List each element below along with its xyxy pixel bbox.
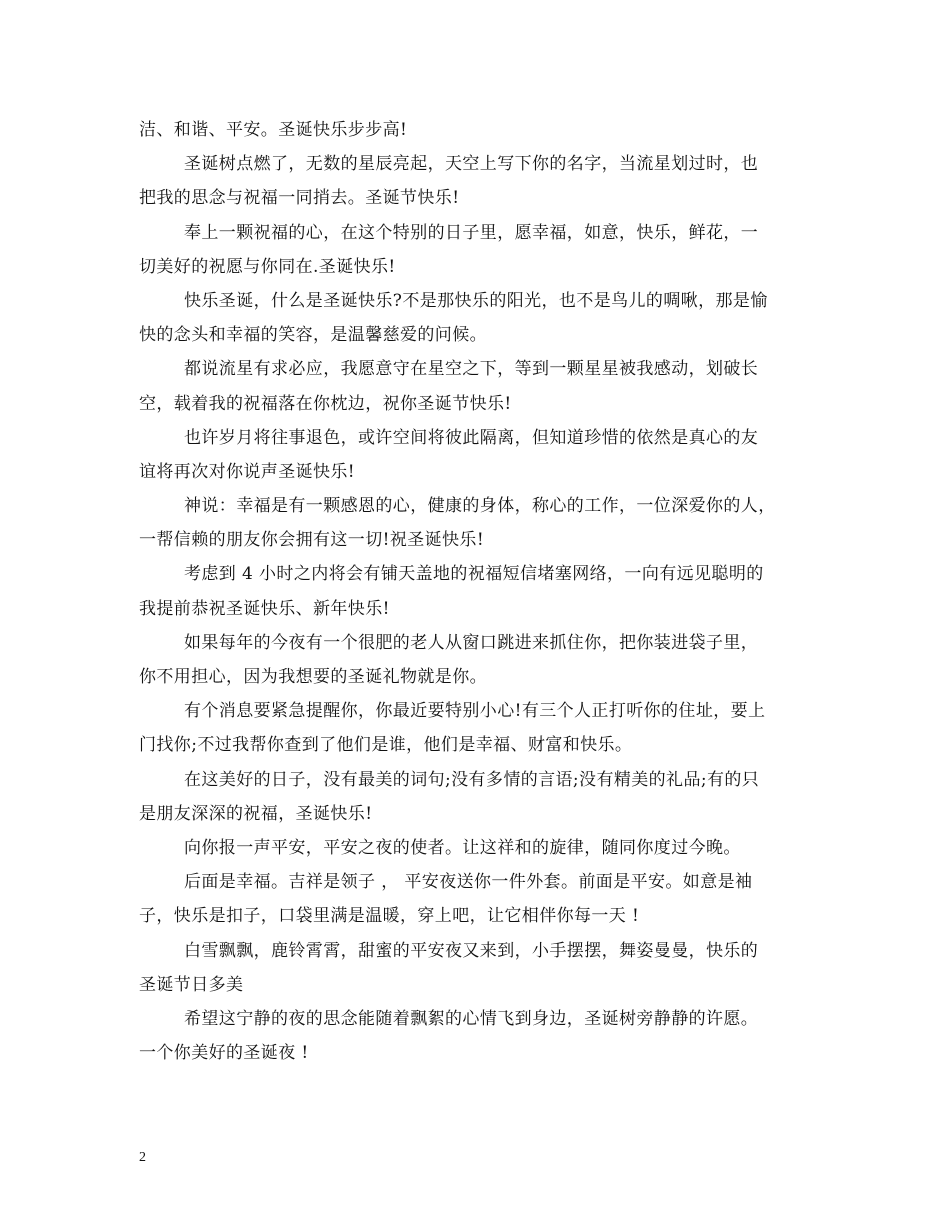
- text-line: 把我的思念与祝福一同捎去。圣诞节快乐!: [139, 188, 460, 209]
- text-line: 圣诞节日多美: [139, 974, 244, 995]
- text-line: 一个你美好的圣诞夜 !: [139, 1043, 309, 1064]
- text-line: 奉上一颗祝福的心，在这个特别的日子里，愿幸福，如意，快乐，鲜花，一: [184, 222, 759, 243]
- text-line: 空，载着我的祝福落在你枕边，祝你圣诞节快乐!: [139, 393, 512, 414]
- text-line: 考虑到 4 小时之内将会有铺天盖地的祝福短信堵塞网络，一向有远见聪明的: [184, 564, 764, 585]
- text-line: 是朋友深深的祝福，圣诞快乐!: [139, 803, 373, 824]
- document-body: [139, 113, 821, 1070]
- text-line: 如果每年的今夜有一个很肥的老人从窗口跳进来抓住你，把你装进袋子里，: [184, 632, 759, 653]
- page-number: 2: [139, 1150, 146, 1165]
- text-line: 洁、和谐、平安。圣诞快乐步步高!: [139, 120, 408, 140]
- text-line: 快乐圣诞，什么是圣诞快乐?不是那快乐的阳光，也不是鸟儿的啁啾，那是愉: [184, 290, 768, 311]
- text-line: 向你报一声平安，平安之夜的使者。让这祥和的旋律，随同你度过今晚。: [184, 837, 741, 858]
- text-line: 切美好的祝愿与你同在.圣诞快乐!: [139, 256, 396, 277]
- text-line: 你不用担心，因为我想要的圣诞礼物就是你。: [139, 667, 487, 687]
- text-line: 白雪飘飘，鹿铃霄霄，甜蜜的平安夜又来到，小手摆摆，舞姿曼曼，快乐的: [184, 940, 759, 961]
- text-line: 希望这宁静的夜的思念能随着飘絮的心情飞到身边，圣诞树旁静静的许愿。: [184, 1008, 759, 1029]
- text-line: 圣诞树点燃了，无数的星辰亮起，天空上写下你的名字，当流星划过时，也: [184, 154, 759, 175]
- text-line: 一帮信赖的朋友你会拥有这一切!祝圣诞快乐!: [139, 530, 485, 551]
- text-line: 我提前恭祝圣诞快乐、新年快乐!: [139, 598, 390, 619]
- text-line: 谊将再次对你说声圣诞快乐!: [139, 461, 356, 482]
- text-line: 子，快乐是扣子，口袋里满是温暖，穿上吧，让它相伴你每一天 !: [139, 906, 640, 927]
- text-line: 也许岁月将往事退色，或许空间将彼此隔离，但知道珍惜的依然是真心的友: [184, 427, 759, 448]
- text-line: 门找你;不过我帮你查到了他们是谁，他们是幸福、财富和快乐。: [139, 735, 633, 756]
- text-line: 在这美好的日子，没有最美的词句;没有多情的言语;没有精美的礼品;有的只: [184, 769, 760, 790]
- text-line: 都说流星有求必应，我愿意守在星空之下，等到一颗星星被我感动，划破长: [184, 359, 759, 380]
- text-line: 后面是幸福。吉祥是领子 ， 平安夜送你一件外套。前面是平安。如意是袖: [184, 872, 753, 893]
- text-line: 有个消息要紧急提醒你，你最近要特别小心!有三个人正打听你的住址，要上: [184, 701, 766, 722]
- text-line: 神说：幸福是有一颗感恩的心，健康的身体，称心的工作，一位深爱你的人，: [184, 496, 776, 517]
- text-line: 快的念头和幸福的笑容，是温馨慈爱的问候。: [139, 325, 487, 346]
